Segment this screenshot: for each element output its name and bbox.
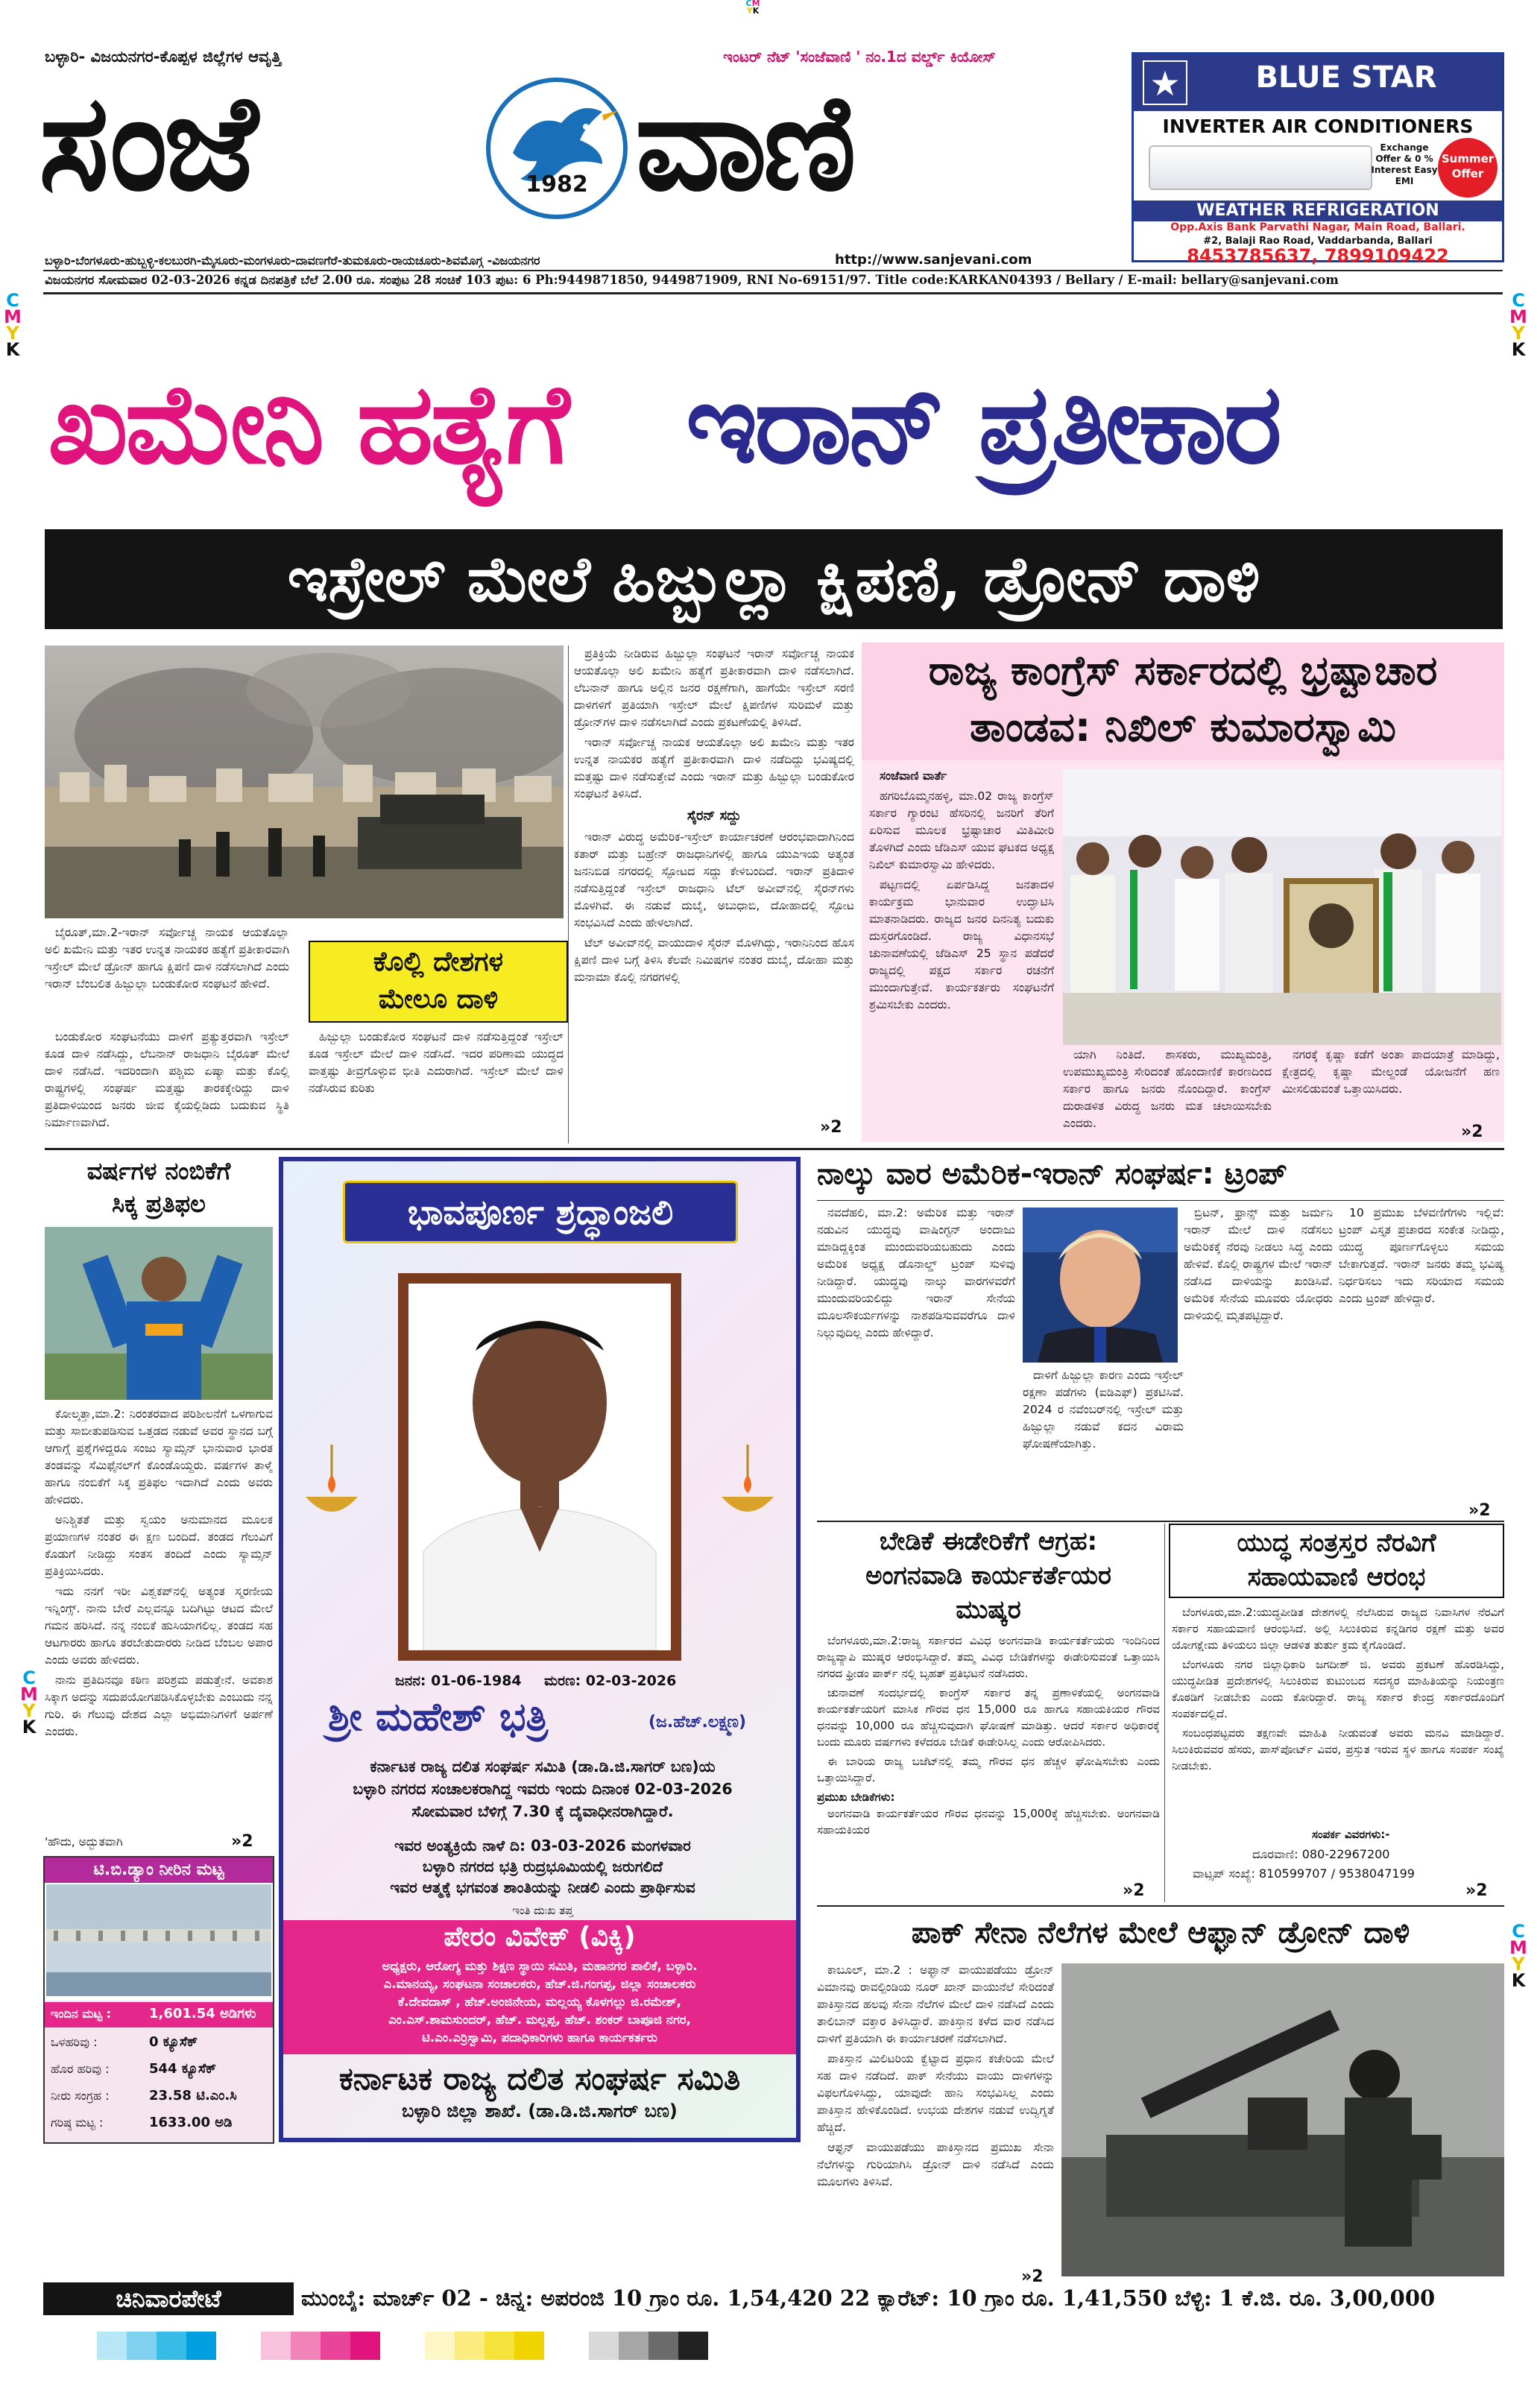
cricket-photo-samson [45,1227,273,1400]
dam-row-value: 0 ಕ್ಯೂಸೆಕ್ [149,2034,198,2050]
pak-soldier-photo [1061,1963,1504,2276]
lead-column-divider [568,646,569,1143]
gold-rates: ಮುಂಬೈ: ಮಾರ್ಚ್ 02 - ಚಿನ್ನ: ಅಪರಂಜಿ 10 ಗ್ರಾಂ ರೂ. 1,54,420 22 ಕ್ಯಾರೆಟ್: 10 ಗ್ರಾಂ ರೂ. 1,41,550 ಬೆಳ್ಳಿ: 1 ಕೆ.ಜಿ. ರೂ. 3,00,000 [301,2285,1436,2311]
dam-box [43,1856,274,2144]
color-calibration-strip [97,2332,708,2360]
dam-row-label: ಇಂದಿನ ಮಟ್ಟ : [51,2007,112,2021]
nikhil-event-photo [1063,769,1501,1045]
bedike-divider [1164,1524,1165,1902]
nikhil-headline-line1: ರಾಜ್ಯ ಕಾಂಗ್ರೆಸ್ ಸರ್ಕಾರದಲ್ಲಿ ಭ್ರಷ್ಟಾಚಾರ [928,647,1438,694]
obituary-name: ಶ್ರೀ ಮಹೇಶ್ ಭತ್ರಿ [328,1695,549,1740]
nikhil-headline-line2: ತಾಂಡವ: ನಿಖಿಲ್ ಕುಮಾರಸ್ವಾಮಿ [970,704,1396,751]
dam-title: ಟಿ.ಬಿ.ಡ್ಯಾಂ ನೀರಿನ ಮಟ್ಟ [45,1858,273,1883]
ac-unit-image [1149,145,1372,190]
dealer-address-2: #2, Balaji Rao Road, Vaddarbanda, Ballari [1203,236,1433,247]
lead-story-col2 [574,646,854,1137]
lead-col1-p2: ಬಂಡುಕೋರ ಸಂಘಟನೆಯು ದಾಳಿಗೆ ಪ್ರತ್ಯುತ್ತರವಾಗಿ ಇಸ್ರೇಲ್ ಕೂಡ ದಾಳಿ ನಡೆಸಿದ್ದು, ಲೆಬನಾನ್ ರಾಜಧಾನಿ ಬೈರೂತ್ ಮೇಲೆ ದಾಳಿ ನಡೆಸಿದೆ. ಇದರಿಂದಾಗಿ ಪಶ್ಚಿಮ ಏಷ್ಯಾ ಮತ್ತು ಕೊಲ್ಲಿ ರಾಷ್ಟ್ರಗಳಲ್ಲಿ ಸಂಘರ್ಷ ಮತ್ತಷ್ಟು ತಾರಕಕ್ಕೇರಿದ್ದು ದಾಳಿ ಪ್ರತಿದಾಳಿಯಿಂದ ಜನರು ಜೀವ ಕೈಯಲ್ಲಿಡಿದು ಬದುಕುವ ಸ್ಥಿತಿ ನಿರ್ಮಾಣವಾಗಿದೆ. [45,1030,289,1129]
obituary-mourner-line2: ಎ.ಮಾನಯ್ಯ, ಸಂಘಟನಾ ಸಂಚಾಲಕರು, ಹೆಚ್.ಜಿ.ಗಂಗಪ್ಪ, ಜಿಲ್ಲಾ ಸಂಚಾಲಕರು [383,1977,696,1991]
lead-story-col1c [309,1029,564,1155]
lead-headline-part1: ಖಮೇನಿ ಹತ್ಯೆಗೆ [48,359,567,488]
section-rule-3 [817,1905,1504,1907]
obituary-mourner-line5: ಟಿ.ಎಂ.ಎರ್ರಿಸ್ವಾಮಿ, ಪದಾಧಿಕಾರಿಗಳು ಹಾಗೂ ಕಾರ್ಯಕರ್ತರು [422,2030,657,2045]
nikhil-p4: ಯಾಗಿ ನಿಂತಿದೆ. ಶಾಸಕರು, ಮುಖ್ಯಮಂತ್ರಿ, ಉಪಮುಖ್ಯಮಂತ್ರಿ ಸೇರಿದಂತೆ ಹೊಂದಾಣಿಕೆ ಕಾರಣದಿಂದ ಸರ್ಕಾರ ಹಾಗೂ ಜನರು ನೊಂದಿದ್ದಾರೆ. ಕಾಂಗ್ರೆಸ್ ದುರಾಡಳಿತ ವಿರುದ್ಧ ಜನರು ಮತ ಚಲಾಯಿಸಬೇಕು ಎಂದರು. [1063,1048,1272,1130]
nikhil-continued[interactable]: »2 [1461,1123,1483,1141]
dam-row-label: ನೀರು ಸಂಗ್ರಹ : [51,2089,110,2103]
dateline: ವಿಜಯನಗರ ಸೋಮವಾರ 02-03-2026 ಕನ್ನಡ ದಿನಪತ್ರಿಕೆ ಬೆಲೆ 2.00 ರೂ. ಸಂಪುಟ 28 ಸಂಚಿಕೆ 103 ಪುಟ: 6 Ph:9449871850, 9449871909, RNI No-69151/97. Title code:KARKAN04393 / Bellary / E-mail: bellary@sanjevani.com [45,273,1339,287]
dam-row [45,2084,273,2109]
dam-row-value: 1,601.54 ಅಡಿಗಳು [149,2006,256,2022]
cricket-headline-line2: ಸಿಕ್ಕ ಪ್ರತಿಫಲ [112,1190,206,1218]
lead-col2-p2: ಇರಾನ್ ಸರ್ವೋಚ್ಚ ನಾಯಕ ಆಯತೊಲ್ಲಾ ಅಲಿ ಖಮೇನಿ ಮತ್ತು ಇತರ ಉನ್ನತ ನಾಯಕರ ಹತ್ಯೆಗೆ ಪ್ರತೀಕಾರವಾಗಿ ದಾಳಿ ನಡೆದಿದ್ದು ಭವಿಷ್ಯದಲ್ಲಿ ಮತ್ತಷ್ಟು ದಾಳಿ ನಡೆಸುತ್ತೇವೆ ಎಂದು ಇರಾನ್ ಮತ್ತು ಹಿಜ್ಬುಲ್ಲಾ ಬಂಡುಕೋರ ಸಂಘಟನೆ ತಿಳಿಸಿದೆ. [574,736,854,801]
cricket-quote: 'ಹೌದು, ಅದ್ಭುತವಾಗಿ [45,1835,123,1849]
lead-col2-p3: ಇರಾನ್ ವಿರುದ್ಧ ಅಮೆರಿಕ-ಇಸ್ರೇಲ್ ಕಾರ್ಯಾಚರಣೆ ಆರಂಭವಾದಾಗಿನಿಂದ ಕತಾರ್ ಮತ್ತು ಬಹ್ರೇನ್ ರಾಜಧಾನಿಗಳಲ್ಲಿ ಹಾಗೂ ಯುಎಇಯ ಅತ್ಯಂತ ಜನನಿಬಿಡ ನಗರದಲ್ಲಿ ಸ್ಫೋಟದ ಸದ್ದು ಕೇಳಿಬಂದಿದೆ. ಇರಾನ್ ಪ್ರತಿದಾಳಿ ನಡೆಸುತ್ತಿದ್ದಂತೆ ಇಸ್ರೇಲ್ ರಾಜಧಾನಿ ಟೆಲ್ ಅವೀವ್‌ನಲ್ಲಿ ಸೈರನ್‌ಗಳು ಮೊಳಗಿವೆ. ಈ ನಡುವೆ ದುಬೈ, ಅಬುಧಾಬಿ, ದೋಹಾದಲ್ಲಿ ಸ್ಫೋಟ ಸಂಭವಿಸಿದೆ ಎಂದು ಹೇಳಲಾಗಿದೆ. [574,830,854,930]
lead-subheadline-bar [45,529,1503,629]
yuddha-headline-line2: ಸಹಾಯವಾಣಿ ಆರಂಭ [1247,1562,1426,1592]
dealer-name: WEATHER REFRIGERATION [1134,201,1502,221]
bedike-p3: ಈ ಬಾರಿಯ ರಾಜ್ಯ ಬಜೆಟ್‌ನಲ್ಲಿ ತಮ್ಮ ಗೌರವ ಧನ ಹೆಚ್ಚಳ ಘೋಷಿಸಬೇಕು ಎಂದು ಒತ್ತಾಯಿಸಿದ್ದಾರೆ. [817,1755,1160,1784]
nikhil-col2 [1063,1047,1272,1142]
obituary-mourner-line3: ಕೆ.ದೇವದಾಸ್ , ಹೆಚ್.ಅಂಜಿನೇಯ, ಮಲ್ಲಯ್ಯ ಕೊಳಗಲ್ಲು ಜಿ.ರಮೇಶ್, [398,1995,681,2009]
masthead-rule-bottom [43,292,1503,294]
logo-text-left: ಸಂಜೆ [39,64,254,220]
obituary-ad [279,1157,801,2142]
lead-subheadline: ಇಸ್ರೇಲ್ ಮೇಲೆ ಹಿಜ್ಬುಲ್ಲಾ ಕ್ಷಿಪಣಿ, ಡ್ರೋನ್ ದಾಳಿ [287,542,1260,616]
trump-rule [817,1200,1504,1201]
nikhil-col3 [1282,1047,1500,1129]
obituary-org-name: ಕರ್ನಾಟಕ ರಾಜ್ಯ ದಲಿತ ಸಂಘರ್ಷ ಸಮಿತಿ [338,2060,741,2097]
dam-row-value: 1633.00 ಅಡಿ [149,2115,233,2130]
bedike-demands-title: ಪ್ರಮುಖ ಬೇಡಿಕೆಗಳು: [817,1790,895,1804]
dam-row [45,2030,273,2056]
trump-headline: ನಾಲ್ಕು ವಾರ ಅಮೆರಿಕ-ಇರಾನ್ ಸಂಘರ್ಷ: ಟ್ರಂಪ್ [817,1157,1287,1191]
dam-row-label: ಗರಿಷ್ಠ ಮಟ್ಟ : [51,2115,104,2130]
obituary-line1: ಕರ್ನಾಟಕ ರಾಜ್ಯ ದಲಿತ ಸಂಘರ್ಷ ಸಮಿತಿ (ಡಾ.ಡಿ.ಜಿ.ಸಾಗರ್ ಬಣ)ಯ [370,1758,716,1776]
trump-col3 [1023,1367,1184,1516]
trump-p2: ಬ್ರಿಟನ್, ಫ್ರಾನ್ಸ್ ಮತ್ತು ಜರ್ಮನಿ ಇರಾನ್ ಮೇಲೆ ದಾಳಿ ನಡೆಸಲು ಅಮೆರಿಕಕ್ಕೆ ನೆರವು ನೀಡಲು ಸಿದ್ಧ ಎಂದು ಹೇಳಿವೆ. ಕೊಲ್ಲಿ ರಾಷ್ಟ್ರಗಳ ಮೇಲೆ ಇರಾನ್ ನಡೆಸಿದ ದಾಳಿಯನ್ನು ಖಂಡಿಸಿವೆ. ಅಮೆರಿಕ ಸೇನೆಯ ಮೂವರು ಯೋಧರು ದಾಳಿಯಲ್ಲಿ ಮೃತಪಟ್ಟಿದ್ದಾರೆ. [1184,1206,1333,1322]
yuddha-p3: ಸಂಬಂಧಪಟ್ಟವರು ತಕ್ಷಣವೇ ಮಾಹಿತಿ ನೀಡುವಂತೆ ಅವರು ಮನವಿ ಮಾಡಿದ್ದಾರೆ. ಸಿಲುಕಿರುವವರ ಹೆಸರು, ಪಾಸ್‌ಪೋರ್ಟ್ ವಿವರ, ಪ್ರಸ್ತುತ ಇರುವ ಸ್ಥಳ ಹಾಗೂ ಸಂಪರ್ಕ ಸಂಖ್ಯೆ ನೀಡಬೇಕು. [1172,1726,1504,1773]
registration-mark-top: CM YK [745,0,760,16]
masthead-logo [39,64,1135,222]
bluestar-header [1134,54,1502,111]
cricket-headline-line1: ವರ್ಷಗಳ ನಂಬಿಕೆಗೆ [86,1157,231,1185]
trump-col2 [1184,1205,1333,1518]
obituary-line2: ಬಳ್ಳಾರಿ ನಗರದ ಸಂಚಾಲಕರಾಗಿದ್ದ ಇವರು ಇಂದು ದಿನಾಂಕ 02-03-2026 [353,1780,733,1798]
trump-p1: ನವದೆಹಲಿ, ಮಾ.2: ಅಮೆರಿಕ ಮತ್ತು ಇರಾನ್ ನಡುವಿನ ಯುದ್ಧವು ವಾಷಿಂಗ್ಟನ್ ಅಂದಾಜು ಮಾಡಿದ್ದಕ್ಕಿಂತ ಮುಂದುವರಿಯಬಹುದು ಎಂದು ಅಮೆರಿಕ ಅಧ್ಯಕ್ಷ ಡೊನಾಲ್ಡ್ ಟ್ರಂಪ್ ಸುಳಿವು ನೀಡಿದ್ದಾರೆ. ಯುದ್ಧವು ನಾಲ್ಕು ವಾರಗಳವರೆಗೆ ಮುಂದುವರಿಯಲಿದ್ದು ಇರಾನ್ ಸೇನೆಯ ಮೂಲಸೌಕರ್ಯಗಳನ್ನು ನಾಶಪಡಿಸುವವರೆಗೂ ದಾಳಿ ನಿಲ್ಲುವುದಿಲ್ಲ ಎಂದು ಹೇಳಿದ್ದಾರೆ. [817,1206,1015,1339]
lead-headline-part2: ಇರಾನ್ ಪ್ರತೀಕಾರ [686,359,1280,488]
nikhil-p3: ಪಟ್ಟಣದಲ್ಲಿ ಏರ್ಪಡಿಸಿದ್ದ ಜನತಾದಳ ಕಾರ್ಯಕ್ರಮ ಭಾನುವಾರ ಉದ್ಘಾಟಿಸಿ ಮಾತನಾಡಿದರು. ರಾಜ್ಯದ ಜನರ ದಿನನಿತ್ಯ ಬದುಕು ದುಸ್ತರಗೊಂಡಿದೆ. ರಾಜ್ಯ ವಿಧಾನಸಭೆ ಚುನಾವಣೆಯಲ್ಲಿ ಜೆಡಿಎಸ್ 25 ಸ್ಥಾನ ಪಡೆದರೆ ರಾಜ್ಯದಲ್ಲಿ ಪಕ್ಷದ ಸರ್ಕಾರ ರಚನೆಗೆ ಮುಂದಾಗುತ್ತೇವೆ. ಕಾರ್ಯಕರ್ತರು ಸಂಘಟನೆಗೆ ಶ್ರಮಿಸಬೇಕು ಎಂದರು. [869,878,1054,1011]
pak-headline: ಪಾಕ್ ಸೇನಾ ನೆಲೆಗಳ ಮೇಲೆ ಆಫ್ಘಾನ್ ಡ್ರೋನ್ ದಾಳಿ [911,1916,1410,1950]
nikhil-p2: ಹಗರಿಬೊಮ್ಮನಹಳ್ಳಿ, ಮಾ.02 ರಾಜ್ಯ ಕಾಂಗ್ರೆಸ್ ಸರ್ಕಾರ ಗ್ಯಾರಂಟಿ ಹೆಸರಿನಲ್ಲಿ ಜನರಿಗೆ ತೆರಿಗೆ ಏರಿಸುವ ಮೂಲಕ ಭ್ರಷ್ಟಾಚಾರ ಮಿತಿಮೀರಿ ತೊಳಗಿದೆ ಎಂದು ಜೆಡಿಎಸ್ ಯುವ ಘಟಕದ ಅಧ್ಯಕ್ಷ ನಿಖಿಲ್ ಕುಮಾರಸ್ವಾಮಿ ಹೇಳಿದರು. [869,789,1054,871]
cricket-p1: ಕೋಲ್ಕತ್ತಾ,ಮಾ.2: ನಿರಂತರವಾದ ಪರಿಶೀಲನೆಗೆ ಒಳಗಾಗುವ ಮತ್ತು ಸಾಬೀತುಪಡಿಸುವ ಒತ್ತಡದ ನಡುವೆ ಅವರ ಸ್ಥಾನದ ಬಗ್ಗೆ ಆಗಾಗ್ಗೆ ಪ್ರಶ್ನೆಗಳಿದ್ದರೂ ಸಂಜು ಸ್ಯಾಮ್ಸನ್ ಭಾನುವಾರ ಭಾರತ ತಂಡವನ್ನು ಸೆಮಿಫೈನಲ್‌ಗೆ ಕೊಂಡೊಯ್ದರು. ವರ್ಷಗಳ ತಾಳ್ಮೆ ಹಾಗೂ ನಂಬಿಕೆಗೆ ಸಿಕ್ಕ ಪ್ರತಿಫಲ ಇದಾಗಿದೆ ಎಂದು ಅವರು ಹೇಳಿದರು. [45,1407,273,1506]
obituary-death: ಮರಣ: 02-03-2026 [544,1673,677,1689]
obituary-grief-label: ಇಂತಿ ದುಃಖ ತಪ್ತ [512,1904,573,1917]
obituary-mourner-box [283,1920,796,2054]
yuddha-p2: ಬೆಂಗಳೂರು ನಗರ ಜಿಲ್ಲಾಧಿಕಾರಿ ಜಗದೀಶ್ ಜಿ. ಅವರು ಪ್ರಕಟಣೆ ಹೊರಡಿಸಿದ್ದು, ಯುದ್ಧಪೀಡಿತ ಪ್ರದೇಶಗಳಲ್ಲಿ ಸಿಲುಕಿರುವ ಕುಟುಂಬದ ಸದಸ್ಯರ ಮಾಹಿತಿಯನ್ನು ನಿಯಂತ್ರಣ ಕೊಠಡಿಗೆ ನೀಡಬೇಕು ಎಂದು ಕೋರಿದ್ದಾರೆ. ರಾಜ್ಯ ಸರ್ಕಾರ ಕೇಂದ್ರ ಸರ್ಕಾರದೊಂದಿಗೆ ಸಂಪರ್ಕದಲ್ಲಿದೆ. [1172,1658,1504,1720]
dam-row-label: ಒಳಹರಿವು : [51,2035,98,2049]
cricket-text [45,1406,273,1831]
cmyk-mark-right-mid: C M Y K [1509,1921,1527,1991]
obituary-portrait-frame [398,1273,681,1661]
cricket-p3: ಇದು ನನಗೆ ಇರೀ ವಿಶ್ವಕಪ್‌ನಲ್ಲಿ ಅತ್ಯಂತ ಸ್ಮರಣೀಯ ಇನ್ನಿಂಗ್ಸ್. ನಾನು ಬೇರೆ ಎಲ್ಲವನ್ನೂ ಬದಿಗಿಟ್ಟು ಆಟದ ಮೇಲೆ ಗಮನ ಹರಿಸಿದೆ. ನನ್ನ ನಂಬಿಕೆ ಹುಸಿಯಾಗಲಿಲ್ಲ. ತಂಡದ ಸಹ ಆಟಗಾರರು ಹಾಗೂ ತರಬೇತುದಾರರು ನೀಡಿದ ಬೆಂಬಲ ಅಪಾರ ಎಂದು ಅವರು ಹೇಳಿದರು. [45,1585,273,1667]
bedike-p2: ಚುನಾವಣೆ ಸಂದರ್ಭದಲ್ಲಿ ಕಾಂಗ್ರೆಸ್ ಸರ್ಕಾರ ತನ್ನ ಪ್ರಣಾಳಿಕೆಯಲ್ಲಿ ಅಂಗನವಾಡಿ ಕಾರ್ಯಕರ್ತೆಯರಿಗೆ ಮಾಸಿಕ ಗೌರವ ಧನ 15,000 ರೂ ಹಾಗೂ ಸಹಾಯಕಿಯರ ಗೌರವ ಧನವನ್ನು 10,000 ರೂ ಹೆಚ್ಚಿಸುವುದಾಗಿ ಘೋಷಣೆ ಮಾಡಿತ್ತು. ಆದರೆ ಸರ್ಕಾರ ಅಧಿಕಾರಕ್ಕೆ ಬಂದು ಮೂರು ವರ್ಷಗಳು ಕಳೆದರೂ ಬೇಡಿಕೆ ಈಡೇರಿಸಿಲ್ಲ ಎಂದು ಆರೋಪಿಸಿದರು. [817,1686,1160,1749]
dam-row [45,2002,273,2027]
nikhil-p5: ನಗರಕ್ಕೆ ಕೃಷ್ಣಾ ಕಡೆಗೆ ಅಂತಾ ಪಾದಯಾತ್ರೆ ಮಾಡಿದ್ದು, ಕ್ಷೇತ್ರದಲ್ಲಿ ಕೃಷ್ಣಾ ಮೇಲ್ದಂಡೆ ಯೋಜನೆಗೆ ಹಣ ಮೀಸಲಿಡುವಂತೆ ಒತ್ತಾಯಿಸಿದರು. [1282,1048,1500,1096]
obituary-portrait [408,1284,671,1650]
lead-col2-p4: ಟೆಲ್ ಅವೀವ್‌ನಲ್ಲಿ ವಾಯುದಾಳಿ ಸೈರನ್ ಮೊಳಗಿದ್ದು, ಇರಾನಿನಿಂದ ಹೊಸ ಕ್ಷಿಪಣಿ ದಾಳಿ ಬಗ್ಗೆ ತಿಳಿಸಿ ಕೆಲವೇ ನಿಮಿಷಗಳ ನಂತರ ದುಬೈ, ದೋಹಾ ಮತ್ತು ಮನಾಮಾ ಕೊಲ್ಲಿ ನಗರಗಳಲ್ಲಿ [574,936,854,984]
yuddha-text [1172,1604,1504,1850]
cricket-p2: ಅನಿಶ್ಚಿತತೆ ಮತ್ತು ಸ್ವಯಂ ಅನುಮಾನದ ಮೂಲಕ ಪ್ರಯಾಣಗಳ ನಂತರ ಈ ಕ್ಷಣ ಬಂದಿದೆ. ತಂಡದ ಗೆಲುವಿಗೆ ಕೊಡುಗೆ ನೀಡಿದ್ದು ಸಂತಸ ತಂದಿದೆ ಎಂದು ಸ್ಯಾಮ್ಸನ್ ಪ್ರತಿಕ್ರಿಯಿಸಿದರು. [45,1513,273,1578]
section-rule-1 [45,1148,1504,1150]
lead-col1-p1: ಬೈರೂತ್,ಮಾ.2-ಇರಾನ್ ಸರ್ವೋಚ್ಚ ನಾಯಕ ಆಯತೊಲ್ಲಾ ಅಲಿ ಖಮೇನಿ ಮತ್ತು ಇತರ ಉನ್ನತ ನಾಯಕರ ಹತ್ಯೆಗೆ ಪ್ರತೀಕಾರವಾಗಿ ಇಸ್ರೇಲ್ ಮೇಲೆ ಡ್ರೋನ್ ಹಾಗೂ ಕ್ಷಿಪಣಿ ದಾಳಿ ನಡೆಸಲಾಗಿದೆ ಎಂದು ಇರಾನ್ ಬೆಂಬಲಿತ ಹಿಜ್ಬುಲ್ಲಾ ಬಂಡುಕೋರ ಸಂಘಟನೆ ಹೇಳಿದೆ. [45,926,289,991]
yuddha-headline-line1: ಯುದ್ಧ ಸಂತ್ರಸ್ತರ ನೆರವಿಗೆ [1237,1528,1436,1558]
lead-col2-p1: ಪ್ರತಿಕ್ರಿಯೆ ನೀಡಿರುವ ಹಿಜ್ಬುಲ್ಲಾ ಸಂಘಟನೆ ಇರಾನ್ ಸರ್ವೋಚ್ಚ ನಾಯಕ ಆಯತೊಲ್ಲಾ ಅಲಿ ಖಮೇನಿ ಹತ್ಯೆಗೆ ಪ್ರತೀಕಾರವಾಗಿ ದಾಳಿ ನಡೆಸಲಾಗಿದೆ. ಲೆಬನಾನ್ ಹಾಗೂ ಅಲ್ಲಿನ ಜನರ ರಕ್ಷಣೆಗಾಗಿ, ಹಾಗೆಯೇ ಇಸ್ರೇಲ್ ಸರಣಿ ದಾಳಿಗಳಿಗೆ ಪ್ರತಿಯಾಗಿ ಇಸ್ರೇಲ್ ಮೇಲೆ ಕ್ಷಿಪಣಿಗಳ ಸುರಿಮಳೆ ಮತ್ತು ಡ್ರೋನ್‌ಗಳ ದಾಳಿ ನಡೆಸಲಾಗಿದೆ ಎಂದು ಪ್ರಕಟಣೆಯಲ್ಲಿ ತಿಳಿಸಿದೆ. [574,647,854,729]
lamp-right-icon [714,1445,781,1534]
dam-rows [45,2001,273,2142]
dove-emblem [486,78,628,219]
lead-subhead-sirens: ಸೈರನ್ ಸದ್ದು [687,808,742,824]
lamp-left-icon [298,1445,365,1534]
dam-row-label: ಹೊರ ಹರಿವು : [51,2062,110,2076]
trump-col4 [1339,1205,1504,1518]
bluestar-brand: BLUE STAR [1255,60,1437,95]
obituary-mourner-line4: ಎಂ.ಎಸ್.ಶಾಮಸುಂದರ್, ಹೆಚ್. ಮಲ್ಲಪ್ಪ, ಹೆಚ್. ಶಂಕರ್ ಬಾಪೂಜಿ ನಗರ, [388,2013,691,2027]
pak-p1: ಕಾಬೂಲ್, ಮಾ.2 : ಅಫ್ಘಾನ್ ವಾಯುಪಡೆಯು ಡ್ರೋನ್ ವಿಮಾನವು ರಾವಲ್ಪಿಂಡಿಯ ನೂರ್ ಖಾನ್ ವಾಯುನೆಲೆ ಸೇರಿದಂತೆ ಪಾಕಿಸ್ತಾನದ ಹಲವು ಸೇನಾ ನೆಲೆಗಳ ಮೇಲೆ ದಾಳಿ ನಡೆಸಿದೆ ಎಂದು ತಾಲಿಬಾನ್ ವಕ್ತಾರ ತಿಳಿಸಿದ್ದಾರೆ. ಪಾಕಿಸ್ತಾನ ಕಳೆದ ವಾರ ನಡೆಸಿದ ದಾಳಿಗೆ ಪ್ರತಿಯಾಗಿ ಈ ಕಾರ್ಯಾಚರಣೆ ನಡೆಸಲಾಗಿದೆ. [817,1963,1054,2045]
trump-col1 [817,1205,1015,1518]
bedike-headline-line3: ಮುಷ್ಕರ [956,1595,1021,1625]
nikhil-col1 [869,768,1054,1126]
dam-photo [46,1884,271,1996]
star-icon: ★ [1143,60,1187,105]
cmyk-mark-left-mid: C M Y K [20,1667,38,1738]
obituary-org-branch: ಬಳ್ಳಾರಿ ಜಿಲ್ಲಾ ಶಾಖೆ. (ಡಾ.ಡಿ.ಜಿ.ಸಾಗರ್ ಬಣ) [402,2101,678,2121]
lead-col1-p3: ಹಿಜ್ಬುಲ್ಲಾ ಬಂಡುಕೋರ ಸಂಘಟನೆ ದಾಳಿ ನಡೆಸುತ್ತಿದ್ದಂತೆ ಇಸ್ರೇಲ್ ಕೂಡ ಇಸ್ರೇಲ್ ಮೇಲೆ ದಾಳಿ ನಡೆಸಿದೆ. ಇದರ ಪರಿಣಾಮ ಯುದ್ಧದ ವಾತ್ತಷ್ಟು ತೀವ್ರಗೊಳ್ಳುವ ಭೀತಿ ಎದುರಾಗಿದೆ. ಇಸ್ರೇಲ್ ಮೇಲೆ ದಾಳಿ ನಡೆಸಿರುವ ಕುರಿತು [309,1030,564,1095]
bedike-p1: ಬೆಂಗಳೂರು,ಮಾ.2:ರಾಜ್ಯ ಸರ್ಕಾರದ ವಿವಿಧ ಅಂಗನವಾಡಿ ಕಾರ್ಯಕರ್ತೆಯರು ಇಂದಿನಿಂದ ರಾಜ್ಯವ್ಯಾಪಿ ಮುಷ್ಕರ ಆರಂಭಿಸಿದ್ದಾರೆ. ತಮ್ಮ ವಿವಿಧ ಬೇಡಿಕೆಗಳನ್ನು ಈಡೇರಿಸುವಂತೆ ಒತ್ತಾಯಿಸಿ ನಗರದ ಫ್ರೀಡಂ ಪಾರ್ಕ್ ನಲ್ಲಿ ಬೃಹತ್ ಪ್ರತಿಭಟನೆ ನಡೆಸಿದರು. [817,1634,1160,1680]
yuddha-p1: ಬೆಂಗಳೂರು,ಮಾ.2:ಯುದ್ಧಪೀಡಿತ ದೇಶಗಳಲ್ಲಿ ನೆಲೆಸಿರುವ ರಾಜ್ಯದ ನಿವಾಸಿಗಳ ನೆರವಿಗೆ ಸರ್ಕಾರ ಸಹಾಯವಾಣಿ ಆರಂಭಿಸಿದೆ. ಅಲ್ಲಿ ಸಿಲುಕಿರುವ ಕನ್ನಡಿಗರ ರಕ್ಷಣೆ ಮತ್ತು ಅವರ ಯೋಗಕ್ಷೇಮ ತಿಳಿಯಲು ಜಿಲ್ಲಾ ಆಡಳಿತ ತುರ್ತು ಕ್ರಮ ಕೈಗೊಂಡಿದೆ. [1172,1606,1504,1652]
lead-callout-line1: ಕೊಲ್ಲಿ ದೇಶಗಳ [373,947,504,977]
obituary-mourner-name: ಪೇರಂ ವಿವೇಕ್ (ವಿಕ್ಕಿ) [444,1922,636,1952]
gold-label-box [43,2282,294,2315]
obituary-line4: ಇವರ ಅಂತ್ಯಕ್ರಿಯೆ ನಾಳೆ ದಿ: 03-03-2026 ಮಂಗಳವಾರ [394,1837,691,1855]
pak-text [817,1962,1054,2275]
bedike-continued[interactable]: »2 [1123,1881,1145,1900]
lead-story-col1b [45,1029,289,1155]
bedike-text [817,1632,1160,1895]
bluestar-offer: Exchange Offer & 0 % Interest Easy EMI [1371,142,1438,186]
bluestar-advertisement [1132,52,1504,266]
section-rule-2 [817,1521,1504,1522]
nikhil-p1: ಸಂಜೆವಾಣಿ ವಾರ್ತೆ [880,769,947,783]
yuddha-phone: ದೂರವಾಣಿ: 080-22967200 [1252,1847,1390,1861]
obituary-line5: ಬಳ್ಳಾರಿ ನಗರದ ಭತ್ರಿ ರುದ್ರಭೂಮಿಯಲ್ಲಿ ಜರುಗಲಿದೆ [422,1858,663,1875]
dealer-phones: 8453785637, 7899109422 [1187,245,1449,266]
obituary-banner [343,1181,738,1243]
obituary-line6: ಇವರ ಆತ್ಮಕ್ಕೆ ಭಗವಂತ ಶಾಂತಿಯನ್ನು ನೀಡಲಿ ಎಂದು ಪ್ರಾರ್ಥಿಸುವ [390,1878,695,1896]
obituary-banner-text: ಭಾವಪೂರ್ಣ ಶ್ರದ್ಧಾಂಜಲಿ [407,1192,674,1232]
trump-photo [1023,1208,1178,1363]
yuddha-headline-box [1169,1524,1504,1598]
bedike-headline-line1: ಬೇಡಿಕೆ ಈಡೇರಿಕೆಗೆ ಆಗ್ರಹ: [879,1527,1098,1556]
bedike-headline-line2: ಅಂಗನವಾಡಿ ಕಾರ್ಯಕರ್ತೆಯರ [865,1561,1111,1591]
logo-year: 1982 [526,171,588,198]
web-kiosk-line: ಇಂಟರ್ ನೆಟ್ 'ಸಂಜೆವಾಣಿ ' ನಂ.1ದ ವರ್ಲ್ಡ್ ಕಿಯೋಸ್ [723,48,996,66]
bluestar-product: INVERTER AIR CONDITIONERS [1162,116,1474,137]
gold-label: ಚಿನಿವಾರಪೇಟೆ [116,2285,221,2313]
pak-continued[interactable]: »2 [1021,2267,1044,2286]
nikhil-headline-box [862,643,1504,760]
dealer-address-1: Opp.Axis Bank Parvathi Nagar, Main Road, Ballari. [1170,221,1465,233]
lead-continued[interactable]: »2 [820,1118,842,1137]
trump-p4: 10 ಪ್ರಮುಖ ಬೆಳವಣಿಗೆಗಳು ಇಲ್ಲಿವೆ: ಟ್ರಂಪ್ ವಿಸ್ತೃತ ಪ್ರಚಾರದ ಸಂಕೇತ ನೀಡಿದ್ದು, ಯುದ್ಧ ಪೂರ್ಣಗೊಳ್ಳಲು ಸಮಯ ಬೇಕಾಗುತ್ತದೆ. ಇರಾನ್ ಜನರು ತಮ್ಮ ಭವಿಷ್ಯ ನಿರ್ಧರಿಸಲು ಇದು ಸರಿಯಾದ ಸಮಯ ಎಂದು ಟ್ರಂಪ್ ಹೇಳಿದ್ದಾರೆ. [1339,1206,1504,1305]
pak-p3: ಆಫ್ಘನ್ ವಾಯುಪಡೆಯು ಪಾಕಿಸ್ತಾನದ ಪ್ರಮುಖ ಸೇನಾ ನೆಲೆಗಳನ್ನು ಗುರಿಯಾಗಿಸಿ ಡ್ರೋನ್ ದಾಳಿ ನಡೆಸಿದೆ ಎಂದು ಮೂಲಗಳು ತಿಳಿಸಿವೆ. [817,2141,1054,2188]
logo-text-right: ವಾಣಿ [635,64,853,220]
obituary-alias: (ಜ.ಹೆಚ್.ಲಕ್ಷ್ಮಣ) [648,1713,747,1732]
yuddha-whatsapp: ವಾಟ್ಸಪ್ ಸಂಖ್ಯೆ: 810599707 / 9538047199 [1193,1866,1415,1881]
obituary-line3: ಸೋಮವಾರ ಬೆಳಿಗ್ಗೆ 7.30 ಕ್ಕೆ ದೈವಾಧೀನರಾಗಿದ್ದಾರೆ. [411,1802,674,1820]
lead-photo-beirut [45,646,564,918]
website-url: http://www.sanjevani.com [835,252,1032,268]
trump-p2b: ದಾಳಿಗೆ ಹಿಜ್ಬುಲ್ಲಾ ಕಾರಣ ಎಂದು ಇಸ್ರೇಲ್ ರಕ್ಷಣಾ ಪಡೆಗಳು (ಐಡಿಎಫ್) ಪ್ರಕಟಿಸಿವೆ. 2024 ರ ನವೆಂಬರ್‌ನಲ್ಲಿ ಇಸ್ರೇಲ್ ಮತ್ತು ಹಿಜ್ಬುಲ್ಲಾ ನಡುವೆ ಕದನ ವಿರಾಮ ಘೋಷಣೆಯಾಗಿತ್ತು. [1023,1369,1184,1451]
cricket-continued[interactable]: »2 [231,1832,253,1851]
obituary-birth: ಜನನ: 01-06-1984 [395,1673,522,1689]
cmyk-mark-right-top: C M Y K [1509,290,1527,360]
dam-row [45,2111,273,2136]
lead-callout-line2: ಮೇಲೂ ದಾಳಿ [378,984,499,1014]
yuddha-contact-title: ಸಂಪರ್ಕ ವಿವರಗಳು:- [1312,1828,1390,1841]
cities-line: ಬಳ್ಳಾರಿ-ಬೆಂಗಳೂರು-ಹುಬ್ಬಳ್ಳಿ-ಕಲಬುರಗಿ-ಮೈಸೂರು-ಮಂಗಳೂರು-ದಾವಣಗೆರೆ-ತುಮಕೂರು-ರಾಯಚೂರು-ಶಿವಮೊಗ್ಗ -ವಿಜಯನಗರ [45,253,540,268]
obituary-mourner-line1: ಅಧ್ಯಕ್ಷರು, ಆರೋಗ್ಯ ಮತ್ತು ಶಿಕ್ಷಣ ಸ್ಥಾಯಿ ಸಮಿತಿ, ಮಹಾನಗರ ಪಾಲಿಕೆ, ಬಳ್ಳಾರಿ. [382,1959,698,1973]
pak-p2: ಪಾಕಿಸ್ತಾನ ಮಿಲಿಟರಿಯ ಕ್ವೆಟ್ಟಾದ ಪ್ರಧಾನ ಕಚೇರಿಯ ಮೇಲೆ ಸಹ ದಾಳಿ ನಡೆದಿದೆ. ಪಾಕ್ ಸೇನೆಯು ವಾಯು ದಾಳಿಗಳನ್ನು ವಿಫಲಗೊಳಿಸಿದ್ದು, ಯಾವುದೇ ಹಾನಿ ಸಂಭವಿಸಿಲ್ಲ ಎಂದು ಪಾಕಿಸ್ತಾನ ಹೇಳಿಕೊಂಡಿದೆ. ಉಭಯ ದೇಶಗಳ ನಡುವೆ ಉದ್ವಿಗ್ನತೆ ಹೆಚ್ಚಿದೆ. [817,2052,1054,2134]
dam-row-value: 23.58 ಟಿ.ಎಂ.ಸಿ [149,2088,237,2103]
trump-continued[interactable]: »2 [1468,1501,1491,1520]
edition-line: ಬಳ್ಳಾರಿ- ವಿಜಯನಗರ-ಕೊಪ್ಪಳ ಜಿಲ್ಲೆಗಳ ಆವೃತ್ತಿ [45,48,282,66]
summer-offer-badge: Summer Offer [1438,138,1498,198]
dam-row-value: 544 ಕ್ಯೂಸೆಕ್ [149,2061,217,2077]
cmyk-mark-left-top: C M Y K [4,290,22,360]
lead-callout [309,941,568,1023]
dam-row [45,2057,273,2083]
masthead-rule-top [43,270,1503,271]
bedike-demand1: ಅಂಗನವಾಡಿ ಕಾರ್ಯಕರ್ತೆಯರ ಗೌರವ ಧನವನ್ನು 15,000ಕ್ಕೆ ಹೆಚ್ಚಿಸಬೇಕು. ಅಂಗನವಾಡಿ ಸಹಾಯಕಿಯರ [817,1807,1160,1837]
cricket-p4: ನಾನು ಪ್ರತಿದಿನವೂ ಕಠಿಣ ಪರಿಶ್ರಮ ಪಡುತ್ತೇನೆ. ಅವಕಾಶ ಸಿಕ್ಕಾಗ ಅದನ್ನು ಸದುಪಯೋಗಪಡಿಸಿಕೊಳ್ಳಬೇಕು ಎಂಬುದು ನನ್ನ ಗುರಿ. ಈ ಗೆಲುವು ದೇಶದ ಎಲ್ಲಾ ಅಭಿಮಾನಿಗಳಿಗೆ ಅರ್ಪಣೆ ಎಂದರು. [45,1673,273,1738]
yuddha-continued[interactable]: »2 [1465,1881,1488,1900]
